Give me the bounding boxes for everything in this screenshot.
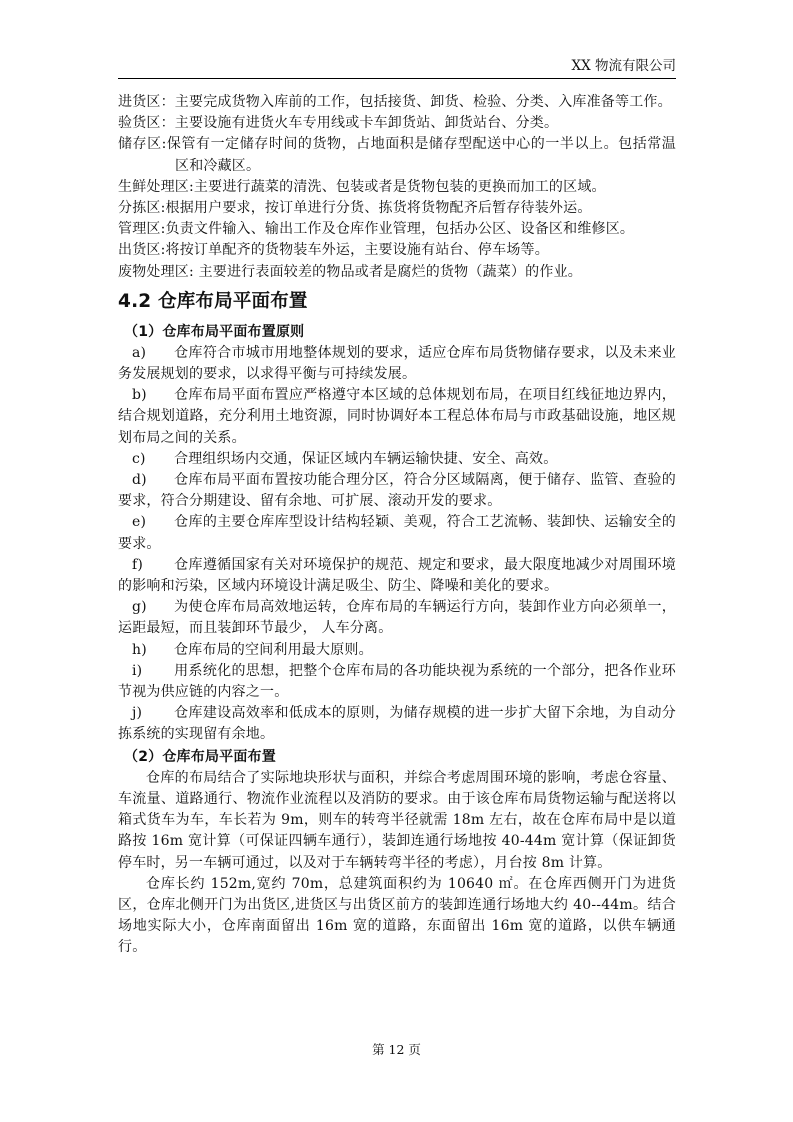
principle-item [118, 640, 676, 661]
item-label: j) [132, 705, 143, 722]
principle-item [118, 597, 676, 639]
item-label: a) [132, 344, 147, 361]
item-label: g) [132, 599, 147, 616]
zone-waste: 废物处理区: 主要进行表面较差的物品或者是腐烂的货物（蔬菜）的作业。 [118, 263, 582, 280]
layout-paragraph: 仓库的布局结合了实际地块形状与面积，并综合考虑周围环境的影响，考虑仓容量、车流量、道路通行、物流作业流程以及消防的要求。由于该仓库布局货物运输与配送将以箱式货车为车，车长若为 9m，则车的转弯半径就需 18m 左右，故在仓库布局中是以道路按 16m 宽计算（可保证四辆车通行），装卸连通行场地按 40-44m 宽计算（保证卸货停车时，另一车辆可通过，以及对于车辆转弯半径的考虑），月台按 8m 计算。 [118, 769, 676, 871]
item-label: b) [132, 387, 147, 404]
item-text: 仓库遵循国家有关对环境保护的规范、规定和要求，最大限度地减少对周围环境的影响和污染，区域内环境设计满足吸尘、防尘、降噪和美化的要求。 [118, 556, 676, 595]
item-label: c) [132, 450, 146, 467]
item-text: 仓库布局平面布置应严格遵守本区域的总体规划布局，在项目红线征地边界内，结合规划道路，充分利用土地资源，同时协调好本工程总体布局与市政基础设施，地区规划布局之间的关系。 [118, 387, 676, 446]
subsection-heading-principles: （1）仓库布局平面布置原则 [124, 323, 305, 340]
item-label: d) [132, 472, 147, 489]
item-text: 仓库的主要仓库库型设计结构轻颖、美观，符合工艺流畅、装卸快、运输安全的要求。 [118, 514, 676, 552]
item-label: i) [132, 662, 143, 679]
item-text: 仓库建设高效率和低成本的原则，为储存规模的进一步扩大留下余地，为自动分拣系统的实现留有余地。 [118, 705, 676, 743]
item-text: 为使仓库布局高效地运转，仓库布局的车辆运行方向，装卸作业方向必须单一，运距最短，而且装卸环节最少， 人车分离。 [118, 599, 676, 637]
subsection-heading-layout: （2）仓库布局平面布置 [124, 748, 276, 765]
item-text: 仓库布局平面布置按功能合理分区，符合分区域隔离，便于储存、监管、查验的要求，符合分期建设、留有余地、可扩展、滚动开发的要求。 [118, 472, 676, 510]
page-footer [0, 1041, 793, 1059]
page-content [118, 92, 676, 959]
company-name: XX 物流有限公司 [571, 58, 676, 74]
zone-shipping: 出货区:将按订单配齐的货物装车外运，主要设施有站台、停车场等。 [118, 242, 549, 259]
zone-management: 管理区:负责文件输入、输出工作及仓库作业管理，包括办公区、设备区和维修区。 [118, 221, 635, 238]
principle-item [118, 703, 676, 745]
zone-inspection: 验货区：主要设施有进货火车专用线或卡车卸货站、卸货站台、分类。 [118, 115, 559, 132]
page-header [118, 56, 676, 79]
item-text: 合理组织场内交通，保证区域内车辆运输快捷、安全、高效。 [174, 450, 558, 467]
item-text: 仓库布局的空间利用最大原则。 [174, 641, 373, 658]
principle-item [118, 385, 676, 449]
principle-item [118, 555, 676, 597]
principle-item [118, 449, 676, 470]
section-heading: 4.2 仓库布局平面布置 [118, 290, 308, 312]
principle-item [118, 512, 676, 554]
zone-sorting: 分拣区:根据用户要求，按订单进行分货、拣货将货物配齐后暂存待装外运。 [118, 200, 592, 217]
zone-receiving: 进货区：主要完成货物入库前的工作，包括接货、卸货、检验、分类、入库准备等工作。 [118, 94, 672, 110]
layout-paragraph: 仓库长约 152m,宽约 70m，总建筑面积约为 10640 ㎡。在仓库西侧开门为进货区，仓库北侧开门为出货区,进货区与出货区前方的装卸连通行场地大约 40--44m。结合场地实际大小，仓库南面留出 16m 宽的道路，东面留出 16m 宽的道路，以供车辆通行。 [118, 875, 676, 956]
item-text: 用系统化的思想，把整个仓库布局的各功能块视为系统的一个部分，把各作业环节视为供应链的内容之一。 [118, 662, 676, 701]
page-number: 第 12 页 [372, 1042, 421, 1057]
item-label: e) [132, 514, 147, 531]
item-text: 仓库符合市城市用地整体规划的要求，适应仓库布局货物储存要求，以及未来业务发展规划的要求，以求得平衡与可持续发展。 [118, 344, 676, 383]
item-label: f) [132, 556, 144, 573]
zone-storage: 储存区:保管有一定储存时间的货物，占地面积是储存型配送中心的一半以上。包括常温区和冷藏区。 [118, 136, 676, 174]
principle-item [118, 661, 676, 703]
principle-item [118, 343, 676, 385]
zone-fresh-processing: 生鲜处理区:主要进行蔬菜的清洗、包装或者是货物包装的更换而加工的区域。 [118, 178, 606, 195]
principle-item [118, 470, 676, 512]
item-label: h) [132, 641, 147, 658]
